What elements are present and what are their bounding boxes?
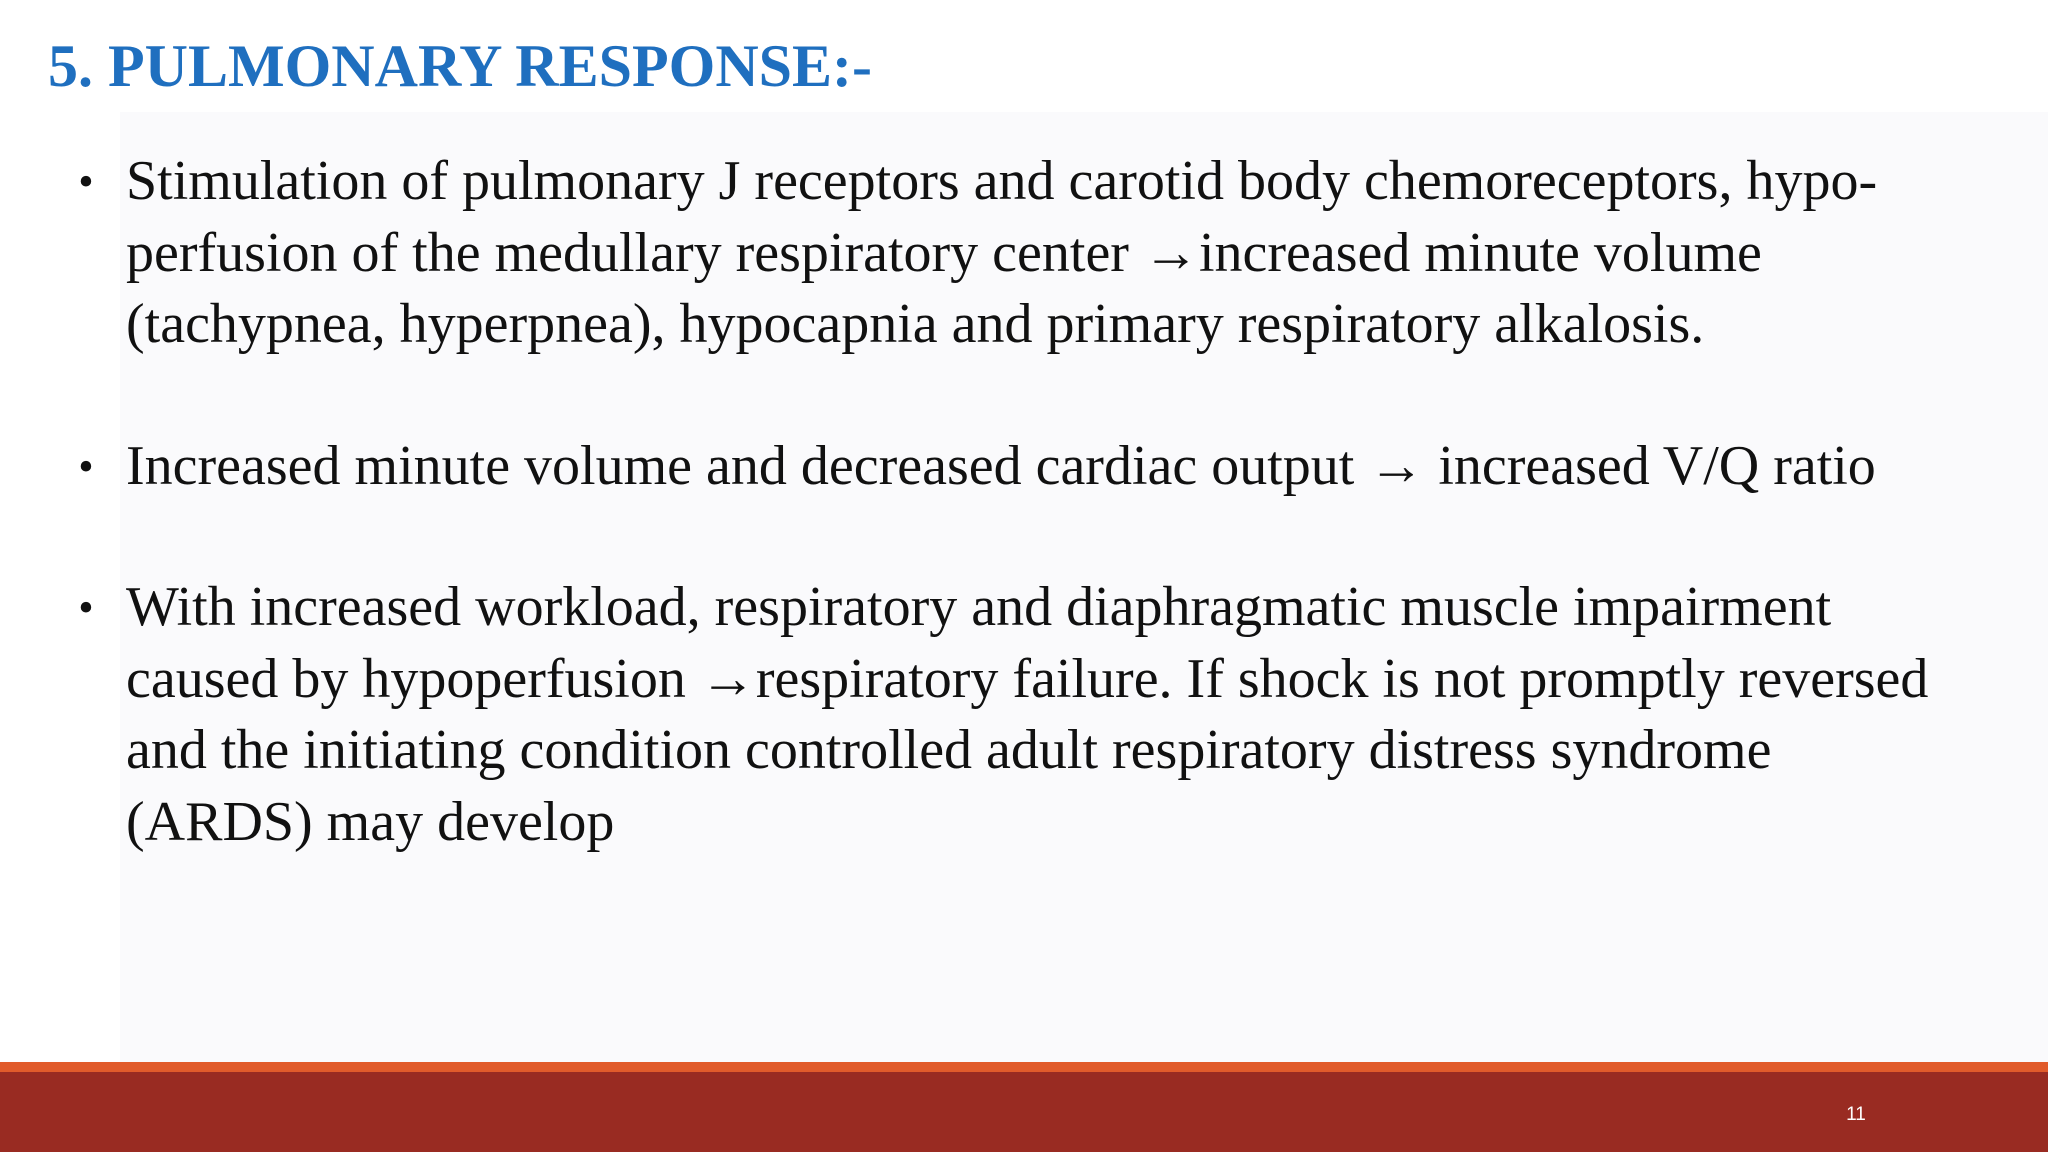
bullet-marker: • xyxy=(78,157,94,206)
footer-bar xyxy=(0,1072,2048,1152)
bullet-marker: • xyxy=(78,583,94,632)
footer-accent-stripe xyxy=(0,1062,2048,1072)
bullet-item xyxy=(66,572,1946,858)
bullet-marker: • xyxy=(78,441,94,491)
page-number: 11 xyxy=(1846,1104,1866,1125)
bullet-text: Stimulation of pulmonary J receptors and carotid body chemoreceptors, hypo-perfusion of the medullary respiratory center →increased minute volume (tachypnea, hyperpnea), hypocapnia and primary respiratory alkalosis. xyxy=(126,150,1878,355)
slide-title: 5. PULMONARY RESPONSE:- xyxy=(48,33,873,99)
bullet-text: With increased workload, respiratory and diaphragmatic muscle impairment caused by hypoperfusion →respiratory failure. If shock is not promptly reversed and the initiating condition controlled adult respiratory distress syndrome (ARDS) may develop xyxy=(126,576,1929,853)
bullet-item xyxy=(66,431,1946,503)
bullet-list xyxy=(66,146,1946,858)
bullet-item xyxy=(66,146,1946,361)
bullet-text: Increased minute volume and decreased cardiac output → increased V/Q ratio xyxy=(126,434,1876,497)
